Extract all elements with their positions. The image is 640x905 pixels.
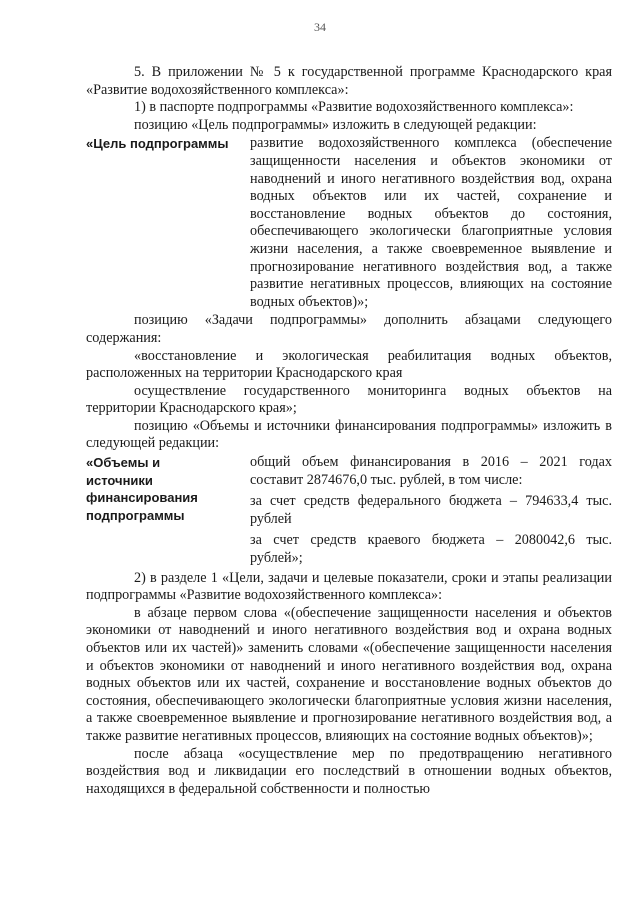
funding-table-row (86, 454, 612, 568)
subitem-1-paragraph: 1) в паспорте подпрограммы «Развитие водохозяйственного комплекса»: (134, 99, 574, 116)
funding-intro-paragraph: позицию «Объемы и источники финансирования подпрограммы» изложить в следующей редакции: (86, 417, 612, 452)
funding-label-line: подпрограммы (86, 507, 185, 523)
tasks-intro-paragraph: позицию «Задачи подпрограммы» дополнить абзацами следующего содержания: (86, 312, 612, 346)
funding-label-line: финансирования (86, 490, 198, 506)
funding-regional: за счет средств краевого бюджета – 2080042,6 тыс. рублей»; (250, 532, 612, 567)
goal-table-row (86, 135, 612, 311)
goal-text (250, 135, 612, 311)
funding-values (250, 454, 612, 568)
tasks-item-1: «восстановление и экологическая реабилитация водных объектов, расположенных на территории Краснодарского края (86, 347, 612, 382)
funding-label-line: «Объемы и (86, 455, 161, 471)
funding-total: общий объем финансирования в 2016 – 2021 годах составит 2874676,0 тыс. рублей, в том числе: (250, 454, 612, 488)
goal-text-paragraph: развитие водохозяйственного комплекса (обеспечение защищенности населения и объектов экономики от наводнений и иного негативного воздействия вод, охрана водных объектов или их частей, сохранение и восстановление водных объектов до состояния, обеспечивающего экологически благоприятные условия жизни населения, а также своевременное выявление и прогнозирование негативного воздействия вод, а также развитие негативных процессов, влияющих на состояние водных объектов)»; (250, 135, 612, 310)
section1-paragraph-1: в абзаце первом слова «(обеспечение защищенности населения и объектов экономики от наводнений и иного негативного воздействия вод и охрана водных объектов или их частей)» заменить словами «(обеспечение защищенности населения и объектов экономики от наводнений и иного негативного воздействия вод, охрана водных объектов или их частей, сохранение и восстановление водных объектов до состояния, обеспечивающего экологически благоприятные условия жизни населения, а также своевременное выявление и прогнозирование негативного воздействия вод, а также развитие негативных процессов, влияющих на состояние водных объектов)»; (86, 604, 612, 744)
goal-intro-paragraph: позицию «Цель подпрограммы» изложить в следующей редакции: (134, 116, 537, 133)
document-body (86, 64, 612, 798)
funding-federal: за счет средств федерального бюджета – 794633,4 тыс. рублей (250, 493, 612, 527)
item-5-paragraph: 5. В приложении № 5 к государственной программе Краснодарского края «Развитие водохозяйственного комплекса»: (86, 64, 612, 98)
subitem-2-paragraph: 2) в разделе 1 «Цели, задачи и целевые показатели, сроки и этапы реализации подпрограммы «Развитие водохозяйственного комплекса»: (86, 569, 612, 604)
funding-label-line: источники (86, 472, 153, 488)
section1-paragraph-2: после абзаца «осуществление мер по предотвращению негативного воздействия вод и ликвидации его последствий в отношении водных объектов, находящихся в федеральной собственности и полностью (86, 745, 612, 797)
page-number: 34 (314, 20, 326, 34)
tasks-item-2: осуществление государственного мониторинга водных объектов на территории Краснодарского края»; (86, 382, 612, 417)
funding-label (86, 454, 250, 568)
goal-label: «Цель подпрограммы (86, 136, 229, 152)
